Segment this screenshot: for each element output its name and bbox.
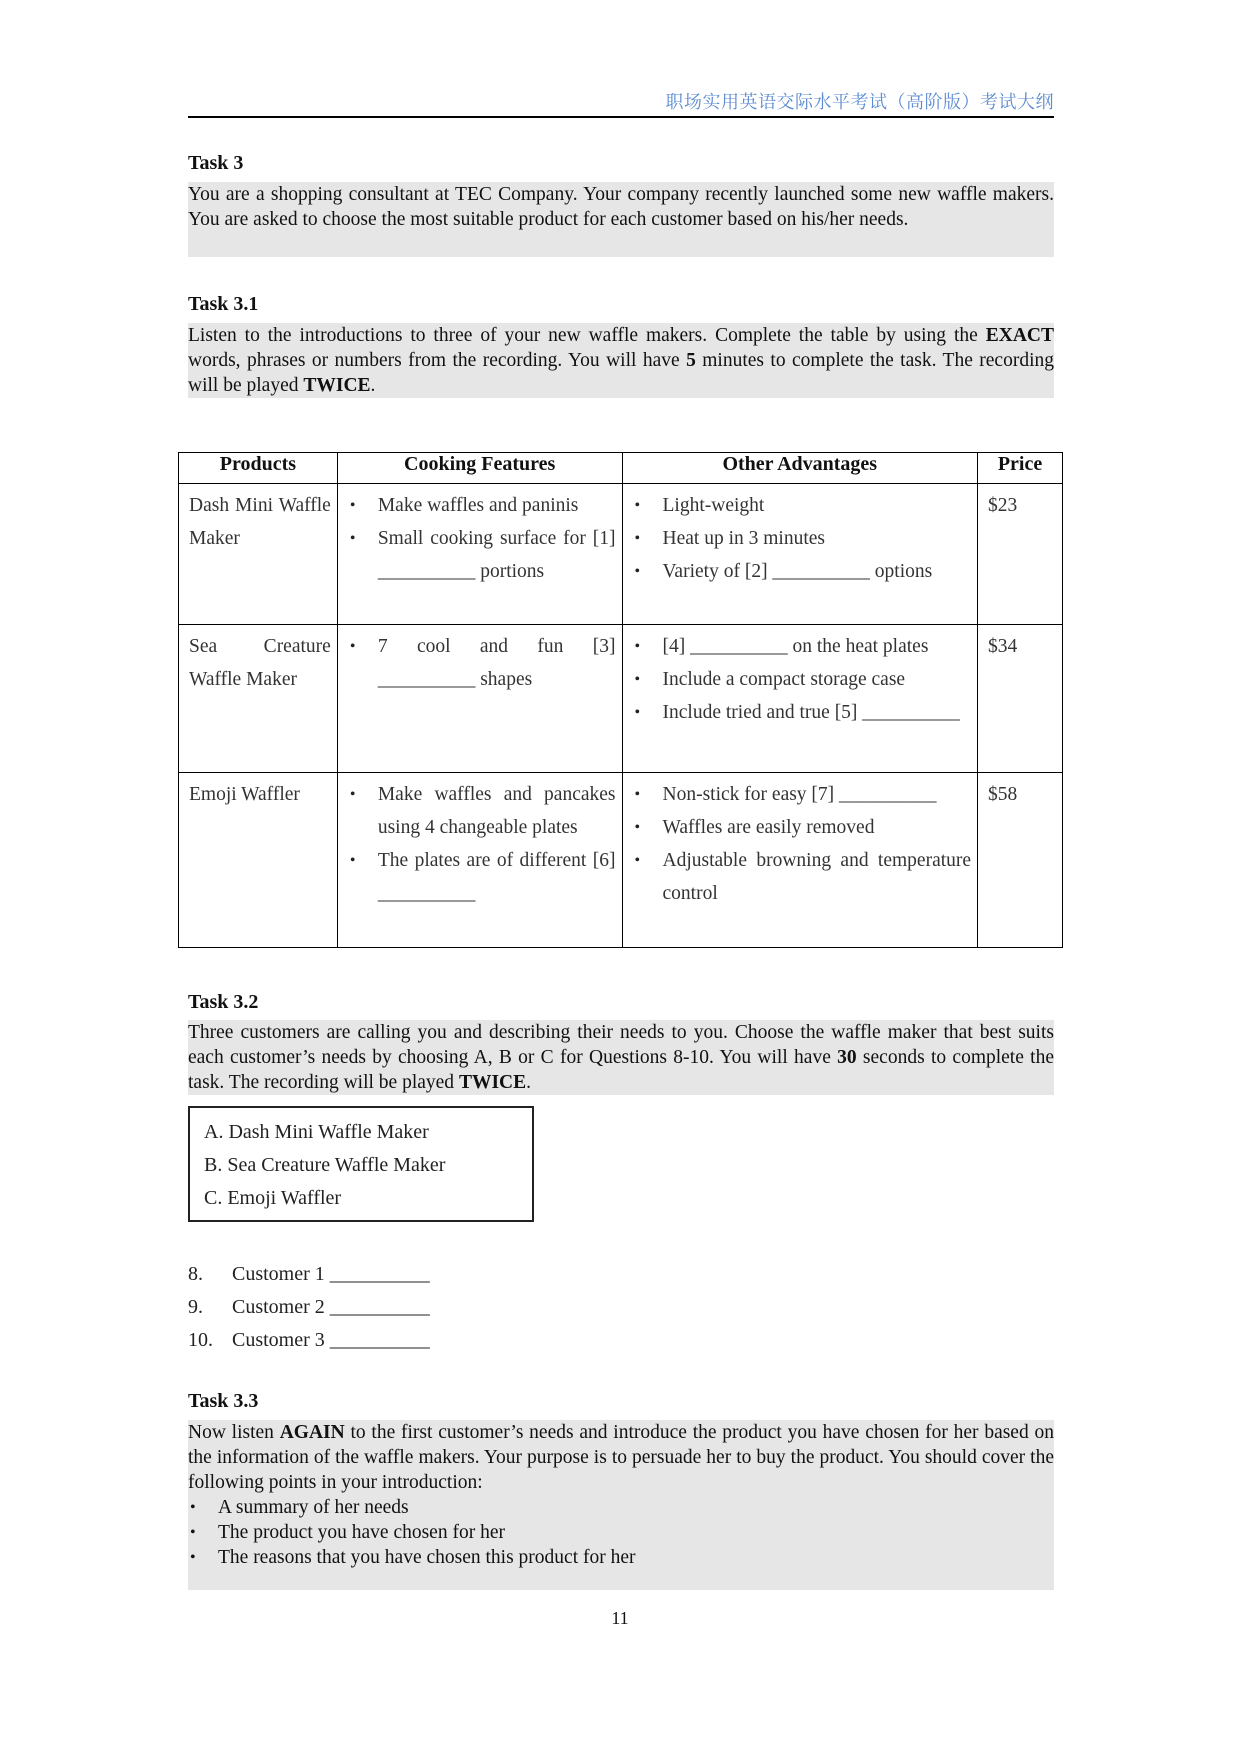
task3-1-description: Listen to the introductions to three of your new waffle makers. Complete the table by using the EXACT words, phrases or numbers from the recording. You will have 5 minutes to complete the task. The recording will be played TWICE. xyxy=(188,325,1054,396)
list-item: • The product you have chosen for her xyxy=(188,1520,1054,1545)
question-9 xyxy=(188,1291,430,1324)
list-item: • Include tried and true [5] __________ xyxy=(633,696,972,729)
list-item: • Small cooking surface for [1] __________ portions xyxy=(348,522,616,588)
question-label[interactable]: Customer 3 __________ xyxy=(232,1329,430,1351)
price-cell: $58 xyxy=(978,773,1063,948)
task3-heading: Task 3 xyxy=(188,152,244,174)
list-item: • Non-stick for easy [7] __________ xyxy=(633,778,972,811)
column-header-cooking-features: Cooking Features xyxy=(337,453,622,484)
task3-description: You are a shopping consultant at TEC Company. Your company recently launched some new waffle makers. You are asked to choose the most suitable product for each customer based on his/her needs. xyxy=(188,184,1054,230)
task3-3-heading: Task 3.3 xyxy=(188,1390,259,1412)
answer-options-box xyxy=(188,1106,534,1222)
list-item: • The plates are of different [6] __________ xyxy=(348,844,616,910)
task3-1-heading: Task 3.1 xyxy=(188,293,259,315)
task3-2-heading: Task 3.2 xyxy=(188,991,259,1013)
required-points-list xyxy=(188,1495,1054,1570)
column-header-products: Products xyxy=(179,453,338,484)
question-label[interactable]: Customer 1 __________ xyxy=(232,1263,430,1285)
list-item: • Make waffles and paninis xyxy=(348,489,616,522)
other-advantages-cell xyxy=(622,625,978,773)
question-label[interactable]: Customer 2 __________ xyxy=(232,1296,430,1318)
cooking-features-cell xyxy=(337,484,622,625)
page-number: 11 xyxy=(611,1608,629,1628)
cooking-features-cell xyxy=(337,773,622,948)
list-item: • Make waffles and pancakes using 4 changeable plates xyxy=(348,778,616,844)
product-name: Emoji Waffler xyxy=(179,773,338,948)
table-row xyxy=(179,625,1063,773)
task3-2-description: Three customers are calling you and describing their needs to you. Choose the waffle maker that best suits each customer’s needs by choosing A, B or C for Questions 8-10. You will have 30 seconds to complete the task. The recording will be played TWICE. xyxy=(188,1022,1054,1093)
question-10 xyxy=(188,1324,430,1357)
product-name: Sea Creature Waffle Maker xyxy=(179,625,338,773)
other-advantages-cell xyxy=(622,773,978,948)
list-item: • 7 cool and fun [3] __________ shapes xyxy=(348,630,616,696)
task3-description-box xyxy=(188,182,1054,257)
task3-3-description: Now listen AGAIN to the first customer’s needs and introduce the product you have chosen for her based on the information of the waffle makers. Your purpose is to persuade her to buy the product. You should cover the following points in your introduction: xyxy=(188,1422,1054,1493)
column-header-price: Price xyxy=(978,453,1063,484)
column-header-other-advantages: Other Advantages xyxy=(622,453,978,484)
list-item: • Include a compact storage case xyxy=(633,663,972,696)
list-item: • [4] __________ on the heat plates xyxy=(633,630,972,663)
task3-2-description-box xyxy=(188,1020,1054,1095)
task3-1-description-box xyxy=(188,323,1054,398)
option-b: B. Sea Creature Waffle Maker xyxy=(204,1154,446,1176)
waffle-makers-table xyxy=(178,452,1063,948)
product-name: Dash Mini Waffle Maker xyxy=(179,484,338,625)
price-cell: $23 xyxy=(978,484,1063,625)
list-item: • The reasons that you have chosen this product for her xyxy=(188,1545,1054,1570)
list-item: • Light-weight xyxy=(633,489,972,522)
question-number: 10. xyxy=(188,1329,213,1351)
option-c: C. Emoji Waffler xyxy=(204,1187,342,1209)
list-item: • Waffles are easily removed xyxy=(633,811,972,844)
header-title: 职场实用英语交际水平考试（高阶版）考试大纲 xyxy=(665,92,1054,113)
table-row xyxy=(179,484,1063,625)
question-number: 8. xyxy=(188,1263,203,1285)
option-a: A. Dash Mini Waffle Maker xyxy=(204,1121,429,1143)
cooking-features-cell xyxy=(337,625,622,773)
page-header xyxy=(188,86,1054,118)
other-advantages-cell xyxy=(622,484,978,625)
question-8 xyxy=(188,1258,430,1291)
question-number: 9. xyxy=(188,1296,203,1318)
table-row xyxy=(179,773,1063,948)
list-item: • Adjustable browning and temperature control xyxy=(633,844,972,910)
list-item: • A summary of her needs xyxy=(188,1495,1054,1520)
questions-list xyxy=(188,1258,430,1357)
task3-3-description-box xyxy=(188,1420,1054,1590)
table-header-row xyxy=(179,453,1063,484)
price-cell: $34 xyxy=(978,625,1063,773)
list-item: • Variety of [2] __________ options xyxy=(633,555,972,588)
list-item: • Heat up in 3 minutes xyxy=(633,522,972,555)
